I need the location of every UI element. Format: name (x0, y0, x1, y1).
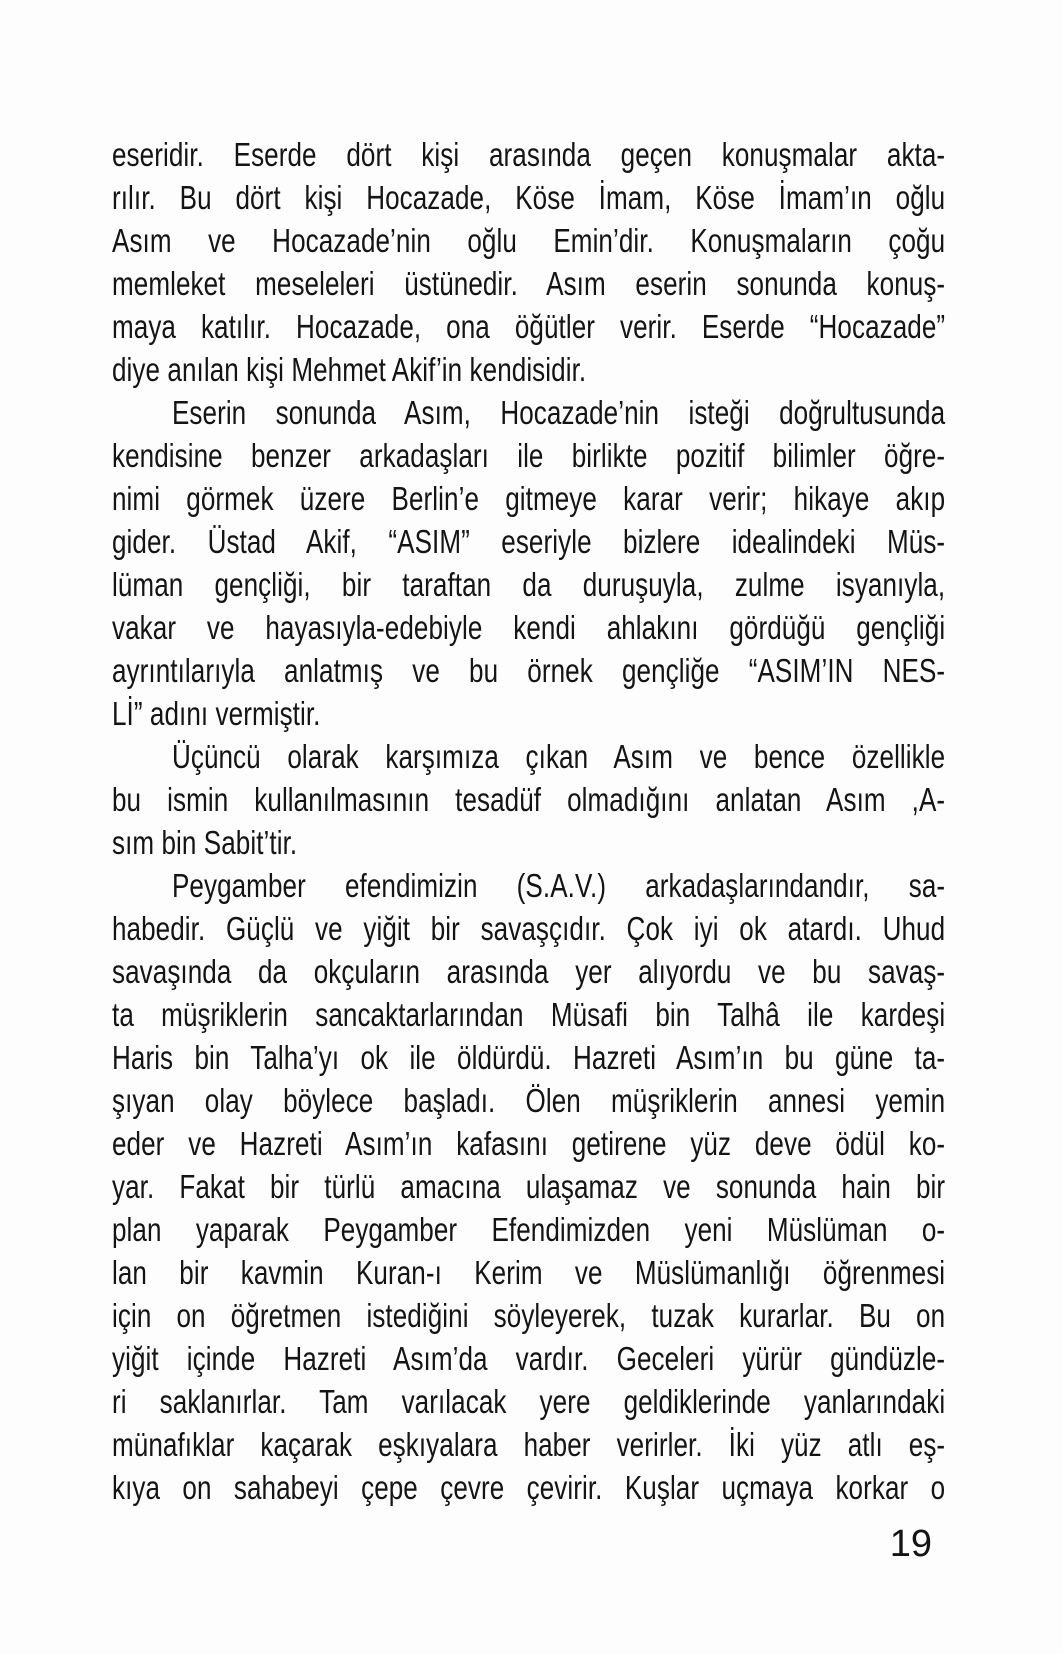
text-line: habedir. Güçlü ve yiğit bir savaşçıdır. Çok iyi ok atardı. Uhud (112, 910, 946, 947)
text-line: ri saklanırlar. Tam varılacak yere geldiklerinde yanlarındaki (112, 1383, 946, 1420)
text-line: yiğit içinde Hazreti Asım’da vardır. Geceleri yürür gündüzle- (112, 1340, 946, 1377)
page-number: 19 (889, 1523, 932, 1565)
text-line: şıyan olay böylece başladı. Ölen müşriklerin annesi yemin (112, 1082, 946, 1119)
text-line: sım bin Sabit’tir. (112, 824, 298, 861)
text-line: Lİ” adını vermiştir. (112, 695, 321, 732)
text-line: diye anılan kişi Mehmet Akif’in kendisidir. (112, 351, 587, 388)
text-line: vakar ve hayasıyla-edebiyle kendi ahlakını gördüğü gençliği (112, 609, 946, 646)
text-line: ayrıntılarıyla anlatmış ve bu örnek gençliğe “ASIM’IN NES- (112, 652, 946, 689)
paragraph-4 (112, 864, 945, 1509)
text-line: rılır. Bu dört kişi Hocazade, Köse İmam, Köse İmam’ın oğlu (112, 179, 946, 216)
text-line: Asım ve Hocazade’nin oğlu Emin’dir. Konuşmaların çoğu (112, 222, 946, 259)
text-line: savaşında da okçuların arasında yer alıyordu ve bu savaş- (112, 953, 946, 990)
text-line: lan bir kavmin Kuran-ı Kerim ve Müslümanlığı öğrenmesi (112, 1254, 946, 1291)
body-text-block (112, 133, 945, 1509)
text-line: lüman gençliği, bir taraftan da duruşuyla, zulme isyanıyla, (112, 566, 946, 603)
text-line: kendisine benzer arkadaşları ile birlikte pozitif bilimler öğre- (112, 437, 946, 474)
text-line: Üçüncü olarak karşımıza çıkan Asım ve bence özellikle (171, 738, 946, 775)
text-line: kıya on sahabeyi çepe çevre çevirir. Kuşlar uçmaya korkar o (112, 1469, 946, 1506)
text-line: Haris bin Talha’yı ok ile öldürdü. Hazreti Asım’ın bu güne ta- (112, 1039, 946, 1076)
text-line: eseridir. Eserde dört kişi arasında geçen konuşmalar akta- (112, 136, 946, 173)
text-line: Eserin sonunda Asım, Hocazade’nin isteği doğrultusunda (171, 394, 946, 431)
text-line: bu ismin kullanılmasının tesadüf olmadığını anlatan Asım ,A- (112, 781, 946, 818)
paragraph-3 (112, 735, 945, 864)
text-line: ta müşriklerin sancaktarlarından Müsafi bin Talhâ ile kardeşi (112, 996, 946, 1033)
text-line: yar. Fakat bir türlü amacına ulaşamaz ve sonunda hain bir (112, 1168, 946, 1205)
text-line: nimi görmek üzere Berlin’e gitmeye karar verir; hikaye akıp (112, 480, 946, 517)
paragraph-2 (112, 391, 945, 735)
text-line: eder ve Hazreti Asım’ın kafasını getirene yüz deve ödül ko- (112, 1125, 946, 1162)
text-line: için on öğretmen istediğini söyleyerek, tuzak kurarlar. Bu on (112, 1297, 946, 1334)
text-line: gider. Üstad Akif, “ASIM” eseriyle bizlere idealindeki Müs- (112, 523, 946, 560)
text-line: maya katılır. Hocazade, ona öğütler verir. Eserde “Hocazade” (112, 308, 946, 345)
text-line: münafıklar kaçarak eşkıyalara haber verirler. İki yüz atlı eş- (112, 1426, 946, 1463)
text-line: plan yaparak Peygamber Efendimizden yeni Müslüman o- (112, 1211, 946, 1248)
paragraph-1 (112, 133, 945, 391)
text-line: Peygamber efendimizin (S.A.V.) arkadaşlarındandır, sa- (171, 867, 946, 904)
text-line: memleket meseleleri üstünedir. Asım eserin sonunda konuş- (112, 265, 946, 302)
